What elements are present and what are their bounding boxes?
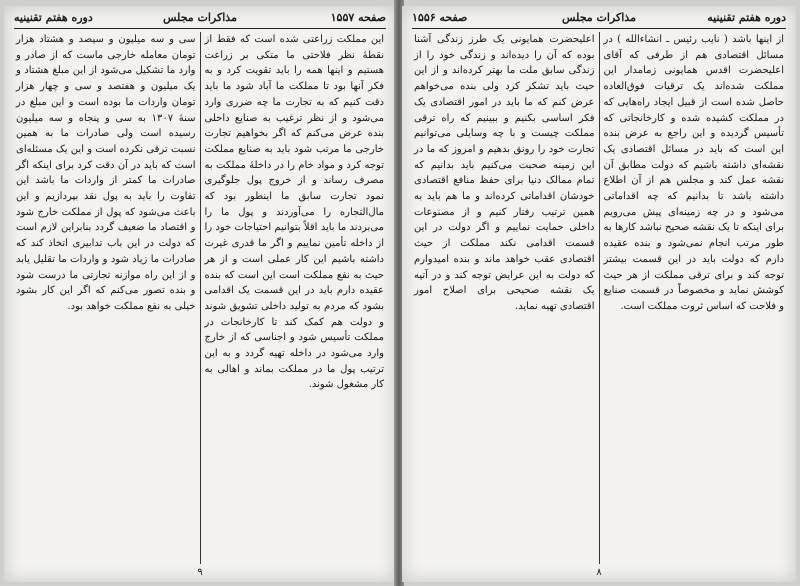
left-page-header — [14, 10, 386, 29]
right-page-series: دوره هفتم تقنینیه — [707, 11, 786, 24]
left-page-footer: ۹ — [197, 567, 203, 578]
left-page-number: صفحه ۱۵۵۷ — [330, 11, 386, 24]
right-page — [402, 6, 796, 582]
right-page-footer: ۸ — [596, 567, 602, 578]
left-page-columns — [12, 32, 388, 564]
left-page-series: دوره هفتم تقنینیه — [14, 11, 93, 24]
right-page-columns — [410, 32, 788, 564]
right-page-header — [412, 10, 786, 29]
left-page-column-right: این مملکت زراعتی شده است که فقط از نقطهٔ نظر فلاحتی ما متکی بر زراعت هستیم و اینها همه را باید تقویت کرد و به فکر آنها بود تا مملکت ما آباد شود ما باید دقت کنیم که به تجارت ما چه ضرری وارد می‌شود و از نظر ترغیب به صنایع داخلی بنده عرض می‌کنم که اگر بخواهیم تجارت خارجی ما مرتب شود باید به صنایع مملکت توجه کرد و مواد خام را در داخلهٔ مملکت به مصرف رساند و از خروج پول جلوگیری نمود تجارت سابق ما اینطور بود که مال‌التجاره را می‌آوردند و پول ما را می‌بردند ما باید اقلاً بتوانیم احتیاجات خود را از داخله تأمین نماییم و اگر ما قدری غیرت داشته باشیم این کار عملی است و از هر حیث به نفع مملکت است این است که بنده عقیده دارم باید در این قسمت یک اقدامی بشود که مردم به تولید داخلی تشویق شوند و دولت هم کمک کند تا کارخانجات در مملکت تأسیس شود و اجناسی که از خارج وارد می‌شود در داخله تهیه گردد و به این ترتیب پول ما در مملکت بماند و اهالی به کار مشغول شوند. — [201, 34, 384, 391]
left-page-column-left: سی و سه میلیون و سیصد و هشتاد هزار تومان معامله خارجی ماست که از صادر و وارد ما تشکیل می‌شود از این مبلغ هشتاد و یک میلیون و هفتصد و سی و چهار هزار تومان واردات ما بوده است و این مبلغ در سنهٔ ۱۳۰۷ به سی و پنجاه و سه میلیون رسیده است ولی صادرات ما به همین نسبت ترقی نکرده است و این یک مسئله‌ای است که باید در آن دقت کرد برای اینکه اگر صادرات ما کمتر از واردات ما باشد این تفاوت را باید به پول نقد بپردازیم و این باعث می‌شود که پول از مملکت خارج شود و اقتصاد ما ضعیف گردد بنابراین لازم است که دولت در این باب تدابیری اتخاذ کند که صادرات ما زیاد شود و واردات ما تقلیل یابد و از این راه موازنه تجارتی ما درست شود و بنده تصور می‌کنم که اگر این کار بشود خیلی به نفع مملکت خواهد بود. — [12, 34, 196, 312]
right-page-number: صفحه ۱۵۵۶ — [412, 11, 468, 24]
right-page-title: مذاکرات مجلس — [562, 11, 636, 24]
left-page-title: مذاکرات مجلس — [163, 11, 237, 24]
right-page-column-right: از اینها باشد ( نایب رئیس ـ انشاءالله ) در مسائل اقتصادی هم از طرفی که آقای اعلیحضرت اقدس همایونی زمامدار این مملکت شده‌اند یک ترقیات فوق‌العاده حاصل شده است از قبیل ایجاد راه‌هایی که در مملکت کشیده شده و کارخانجاتی که تأسیس گردیده و این راجع به عرض بنده این است که باید در مسائل اقتصادی یک نقشه‌ای داشته باشیم که دولت مطابق آن نقشه عمل کند و مجلس هم از آن اطلاع داشته باشد تا بدانیم که چه اقداماتی می‌شود و در چه زمینه‌ای پیش می‌رویم برای اینکه تا یک نقشه صحیح نباشد کارها به طور مرتب انجام نمی‌شود و بنده عقیده دارم که دولت باید در این قسمت بیشتر توجه کند و برای ترقی مملکت از هر حیث کوشش نماید و مخصوصاً در قسمت صنایع و فلاحت که اساس ثروت مملکت است. — [600, 34, 784, 312]
left-page — [4, 6, 396, 582]
right-page-column-left: اعلیحضرت همایونی یک طرز زندگی آشنا بوده که آن را دیده‌اند و زندگی خود را از زندگی سابق ملت ما بهتر کرده‌اند و از این حیث باید تشکر کرد ولی بنده می‌خواهم عرض کنم که ما باید در امور اقتصادی یک فکر اساسی بکنیم و ببینیم که راه ترقی مملکت چیست و با چه وسایلی می‌توانیم تجارت خود را رونق بدهیم و امروز که ما در این زمینه صحبت می‌کنیم باید بدانیم که تمام ممالک دنیا برای حفظ منافع اقتصادی خودشان اقداماتی کرده‌اند و ما هم باید به همین ترتیب رفتار کنیم و از مصنوعات داخلی حمایت نماییم و اگر دولت در این قسمت اقدامی نکند مملکت از حیث اقتصادی عقب خواهد ماند و بنده امیدوارم که دولت به این عرایض توجه کند و در آتیه یک نقشه صحیحی برای اصلاح امور اقتصادی تهیه نماید. — [410, 34, 595, 312]
